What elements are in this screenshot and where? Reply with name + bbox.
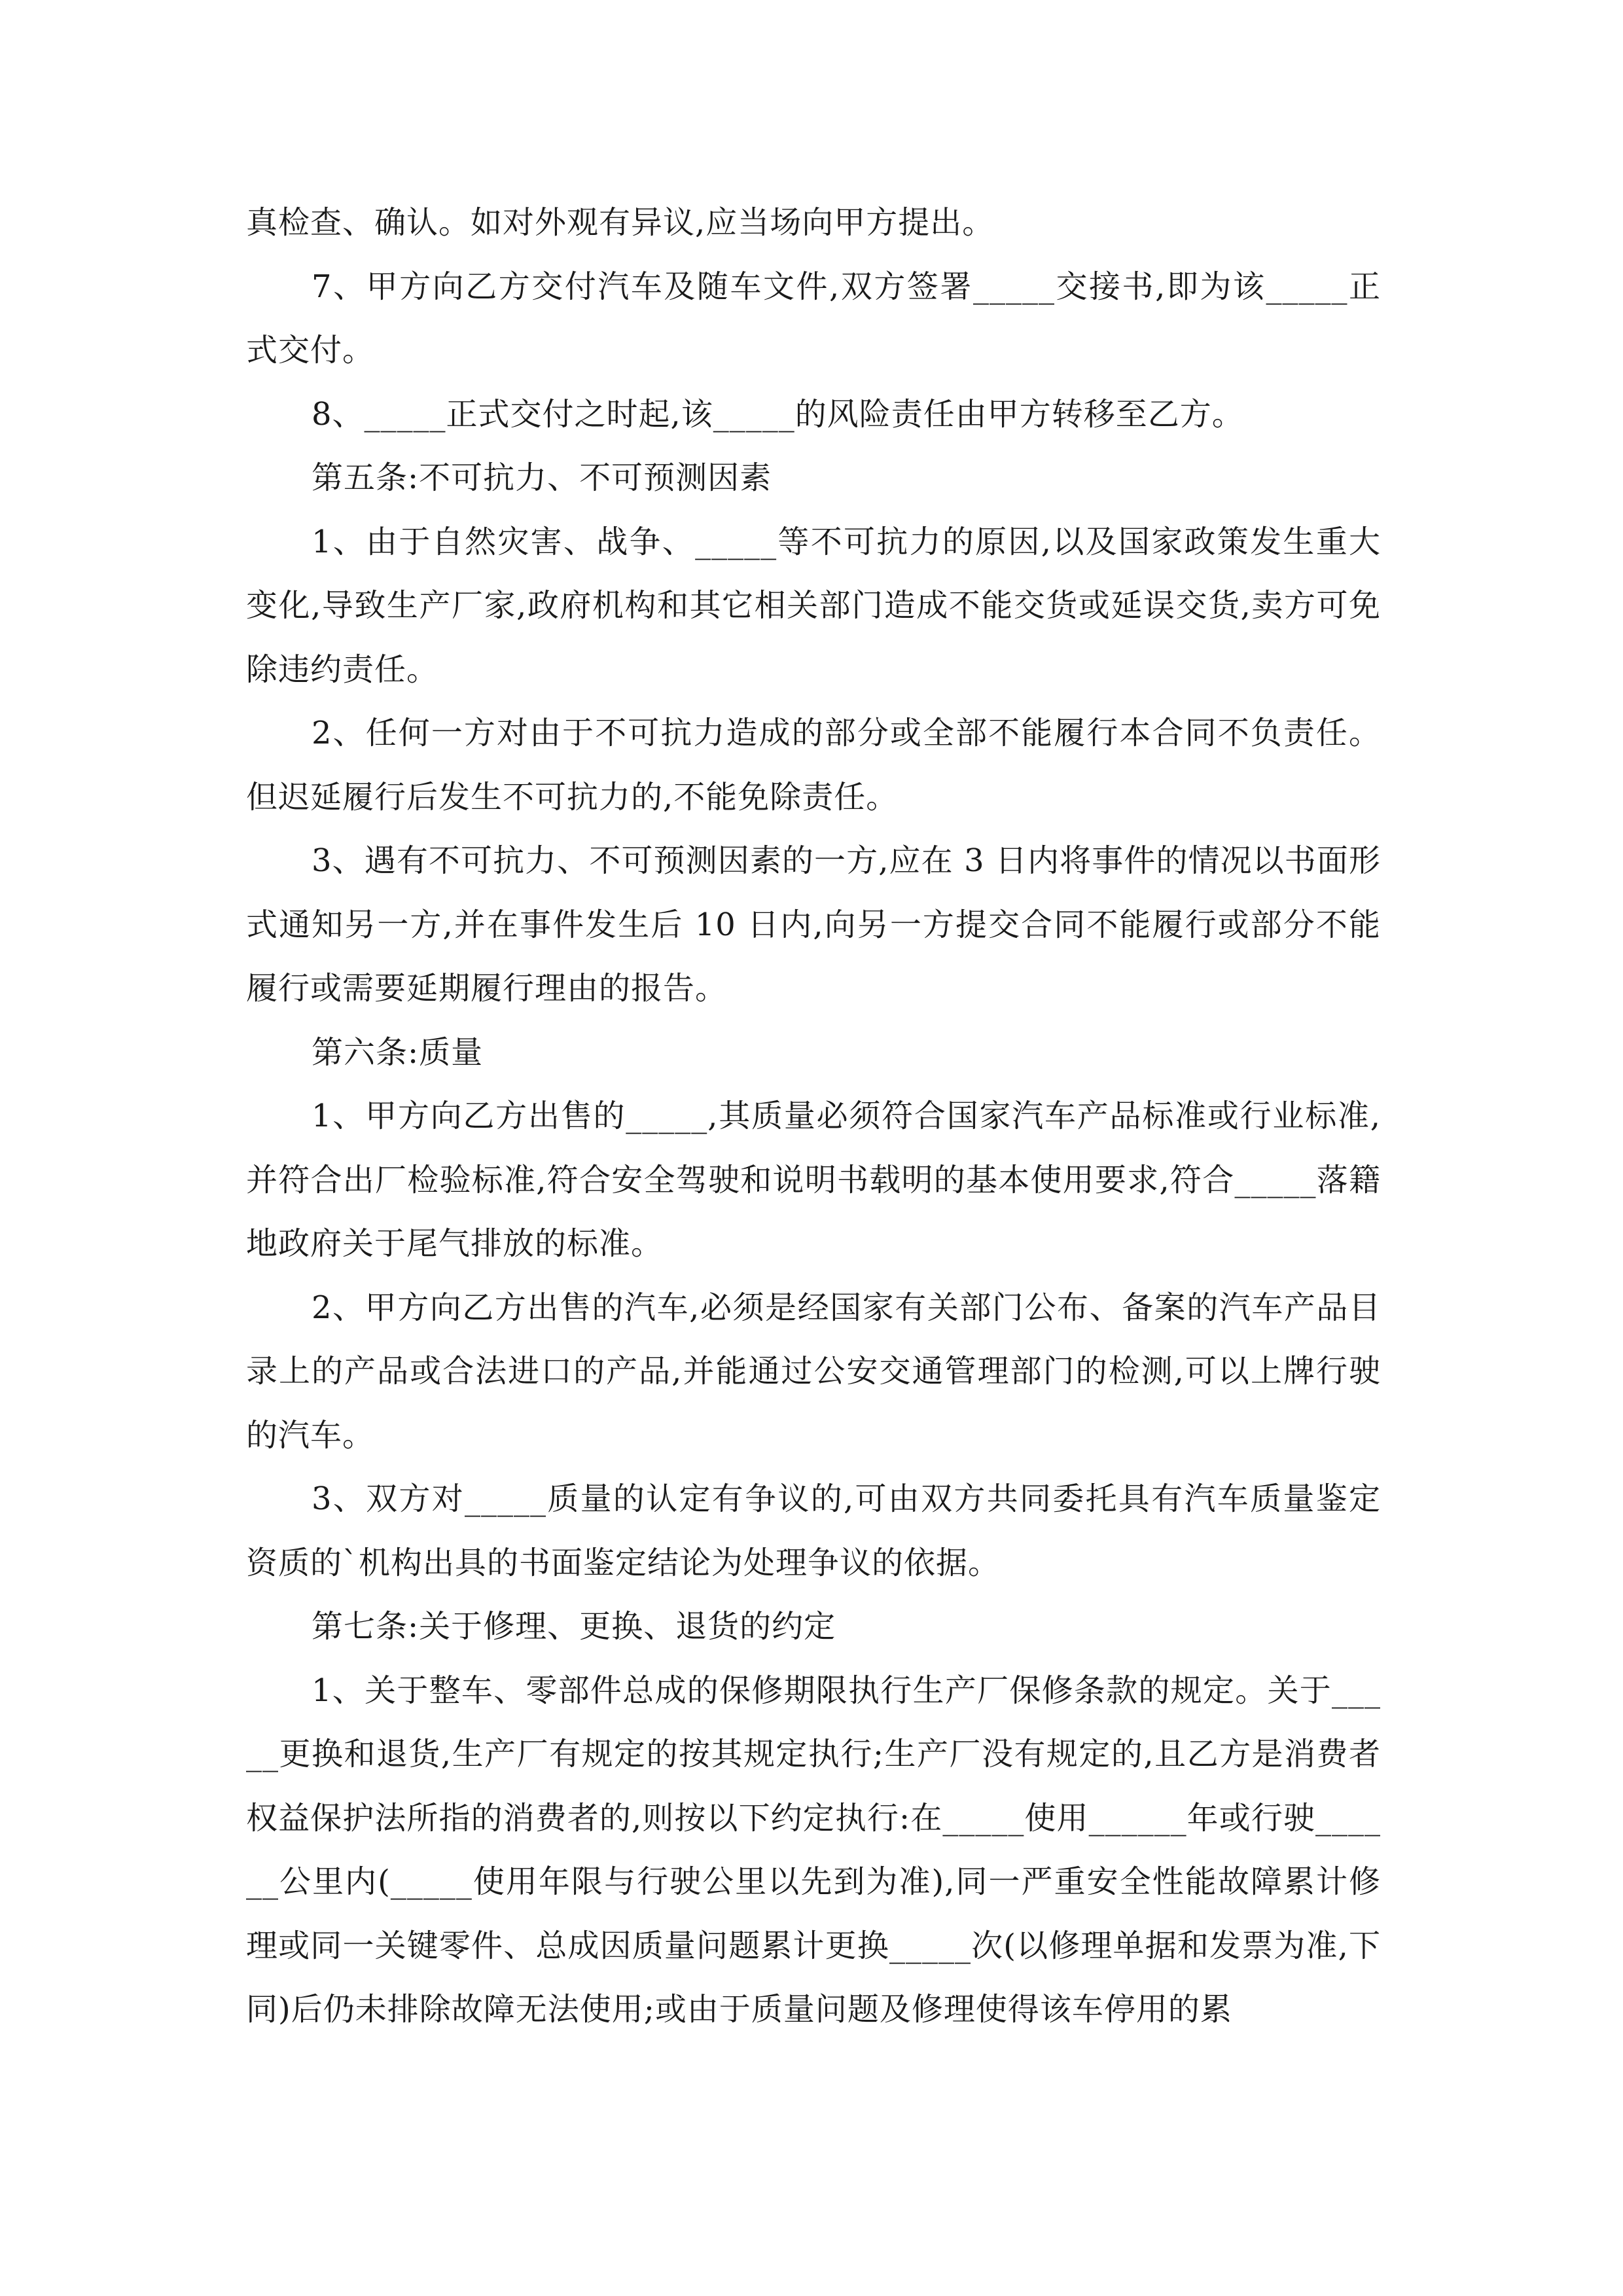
article-7-heading: 第七条:关于修理、更换、退货的约定 [312,1608,836,1645]
article-6-item-2: 2、甲方向乙方出售的汽车,必须是经国家有关部门公布、备案的汽车产品目录上的产品或合法进口的产品,并能通过公安交通管理部门的检测,可以上牌行驶的汽车。 [246,1289,1381,1454]
article-5-item-3: 3、遇有不可抗力、不可预测因素的一方,应在 3 日内将事件的情况以书面形式通知另一方,并在事件发生后 10 日内,向另一方提交合同不能履行或部分不能履行或需要延期履行理由的报告。 [246,842,1381,1007]
document-body [246,191,1381,2042]
article-5-heading: 第五条:不可抗力、不可预测因素 [312,459,772,496]
clause-item-8: 8、_____正式交付之时起,该_____的风险责任由甲方转移至乙方。 [312,395,1244,433]
article-6-heading: 第六条:质量 [312,1033,484,1071]
article-6-item-3: 3、双方对_____质量的认定有争议的,可由双方共同委托具有汽车质量鉴定资质的`机构出具的书面鉴定结论为处理争议的依据。 [246,1480,1381,1581]
article-7-item-1: 1、关于整车、零部件总成的保修期限执行生产厂保修条款的规定。关于_____更换和退货,生产厂有规定的按其规定执行;生产厂没有规定的,且乙方是消费者权益保护法所指的消费者的,则按以下约定执行:在_____使用______年或行驶______公里内(_____使用年限与行驶公里以先到为准),同一严重安全性能故障累计修理或同一关键零件、总成因质量问题累计更换_____次(以修理单据和发票为准,下同)后仍未排除故障无法使用;或由于质量问题及修理使得该车停用的累 [246,1672,1381,2028]
clause-item-7: 7、甲方向乙方交付汽车及随车文件,双方签署_____交接书,即为该_____正式交付。 [246,268,1381,368]
article-6-item-1: 1、甲方向乙方出售的_____,其质量必须符合国家汽车产品标准或行业标准,并符合出厂检验标准,符合安全驾驶和说明书载明的基本使用要求,符合_____落籍地政府关于尾气排放的标准。 [246,1098,1381,1262]
article-5-item-2: 2、任何一方对由于不可抗力造成的部分或全部不能履行本合同不负责任。但迟延履行后发生不可抗力的,不能免除责任。 [246,715,1381,816]
paragraph-continuation: 真检查、确认。如对外观有异议,应当场向甲方提出。 [246,204,995,241]
article-5-item-1: 1、由于自然灾害、战争、_____等不可抗力的原因,以及国家政策发生重大变化,导致生产厂家,政府机构和其它相关部门造成不能交货或延误交货,卖方可免除违约责任。 [246,523,1381,688]
